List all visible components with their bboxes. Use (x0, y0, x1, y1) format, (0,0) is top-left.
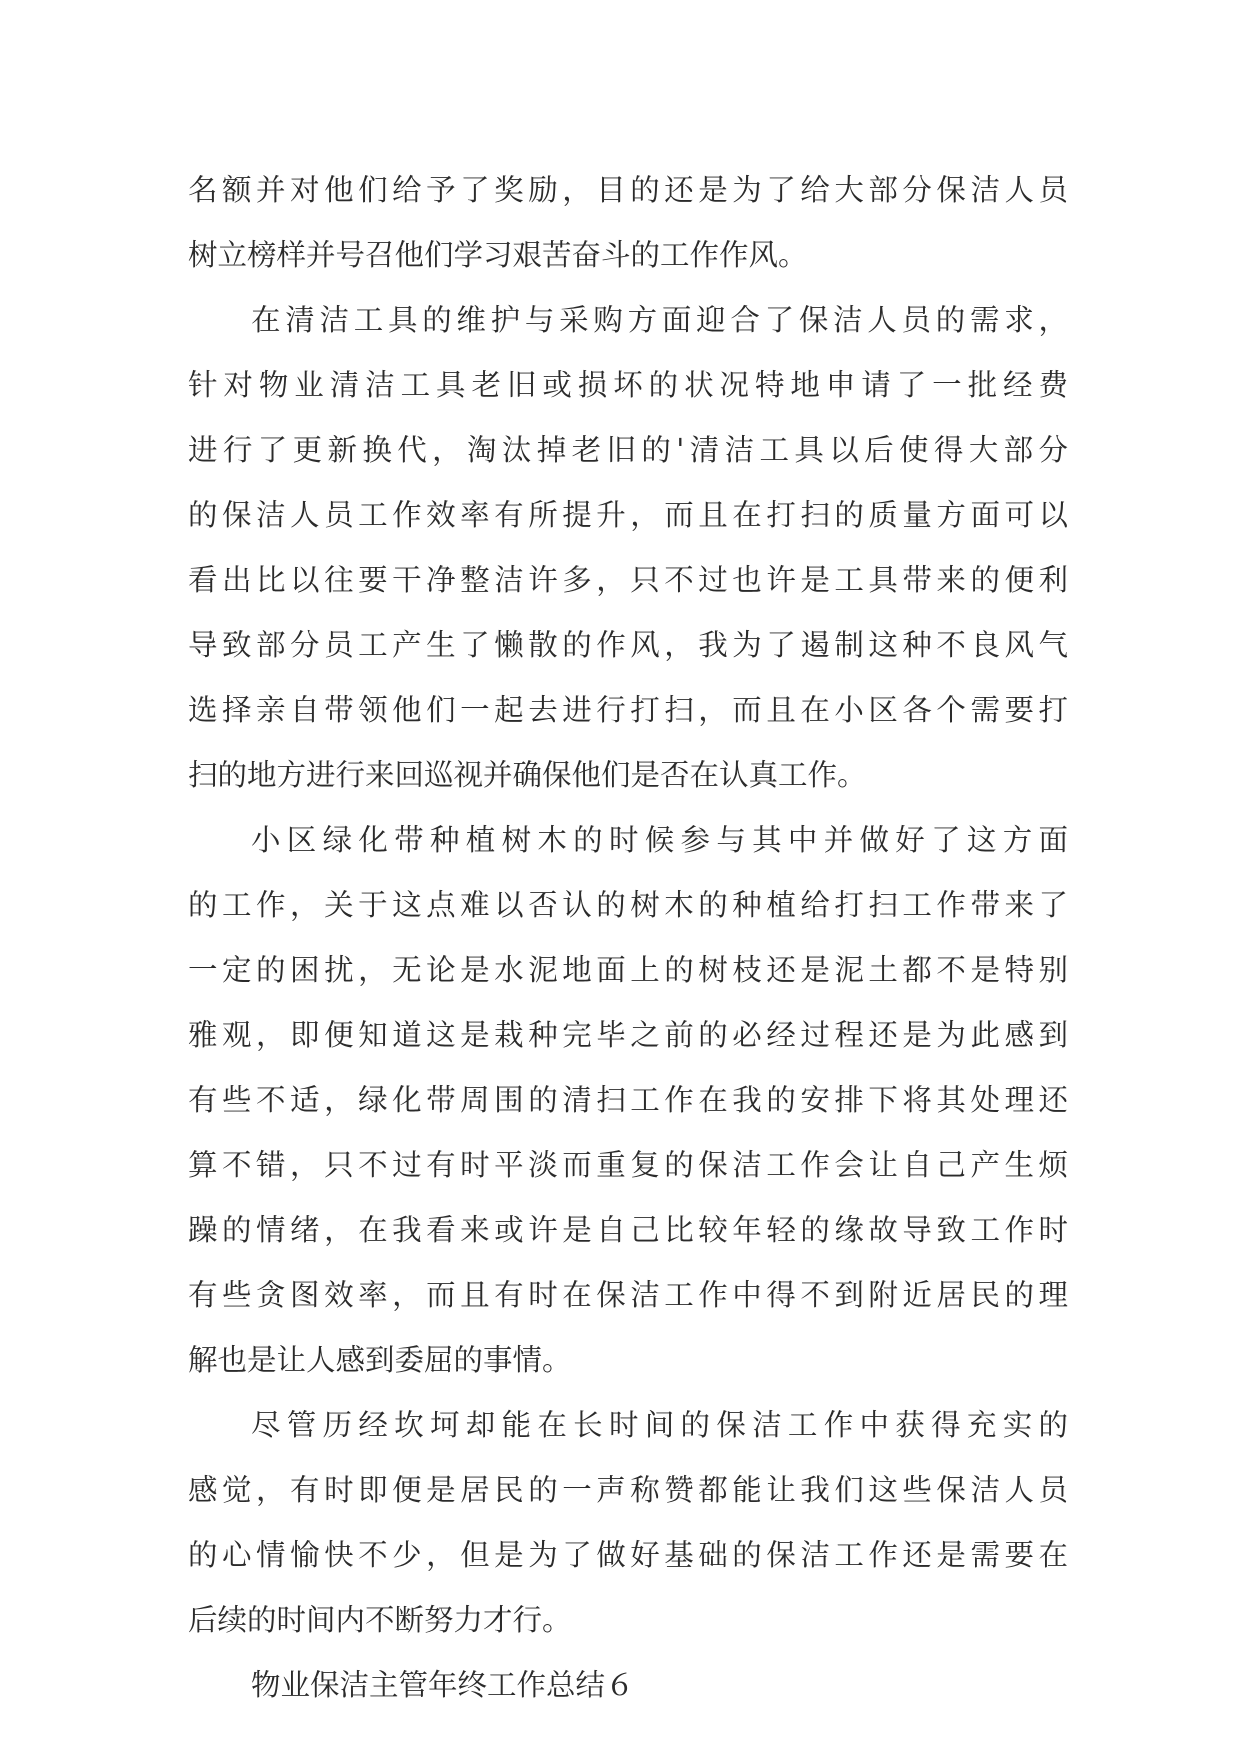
text-line: 树立榜样并号召他们学习艰苦奋斗的工作作风。 (188, 238, 808, 272)
text-line: 雅观，即便知道这是栽种完毕之前的必经过程还是为此感到 (188, 1018, 1068, 1052)
text-line: 扫的地方进行来回巡视并确保他们是否在认真工作。 (188, 758, 867, 792)
text-line: 的保洁人员工作效率有所提升，而且在打扫的质量方面可以 (188, 498, 1068, 532)
text-line: 进行了更新换代，淘汰掉老旧的'清洁工具以后使得大部分 (188, 433, 1068, 467)
text-line: 解也是让人感到委屈的事情。 (188, 1343, 572, 1377)
text-line: 感觉，有时即便是居民的一声称赞都能让我们这些保洁人员 (188, 1473, 1068, 1507)
document-body (188, 158, 1068, 1718)
text-line: 导致部分员工产生了懒散的作风，我为了遏制这种不良风气 (188, 628, 1068, 662)
paragraph-first-line: 尽管历经坎坷却能在长时间的保洁工作中获得充实的 (251, 1408, 1068, 1442)
text-line: 有些不适，绿化带周围的清扫工作在我的安排下将其处理还 (188, 1083, 1068, 1117)
text-line: 躁的情绪，在我看来或许是自己比较年轻的缘故导致工作时 (188, 1213, 1068, 1247)
text-line: 名额并对他们给予了奖励，目的还是为了给大部分保洁人员 (188, 173, 1068, 207)
text-line: 选择亲自带领他们一起去进行打扫，而且在小区各个需要打 (188, 693, 1068, 727)
text-line: 的心情愉快不少，但是为了做好基础的保洁工作还是需要在 (188, 1538, 1068, 1572)
paragraph-first-line: 在清洁工具的维护与采购方面迎合了保洁人员的需求， (251, 303, 1068, 337)
paragraph-first-line: 小区绿化带种植树木的时候参与其中并做好了这方面 (251, 823, 1068, 857)
text-line: 一定的困扰，无论是水泥地面上的树枝还是泥土都不是特别 (188, 953, 1068, 987)
text-line: 算不错，只不过有时平淡而重复的保洁工作会让自己产生烦 (188, 1148, 1068, 1182)
section-heading: 物业保洁主管年终工作总结６ (251, 1668, 635, 1702)
text-line: 看出比以往要干净整洁许多，只不过也许是工具带来的便利 (188, 563, 1068, 597)
text-line: 的工作，关于这点难以否认的树木的种植给打扫工作带来了 (188, 888, 1068, 922)
text-line: 后续的时间内不断努力才行。 (188, 1603, 572, 1637)
text-line: 针对物业清洁工具老旧或损坏的状况特地申请了一批经费 (188, 368, 1068, 402)
text-line: 有些贪图效率，而且有时在保洁工作中得不到附近居民的理 (188, 1278, 1068, 1312)
